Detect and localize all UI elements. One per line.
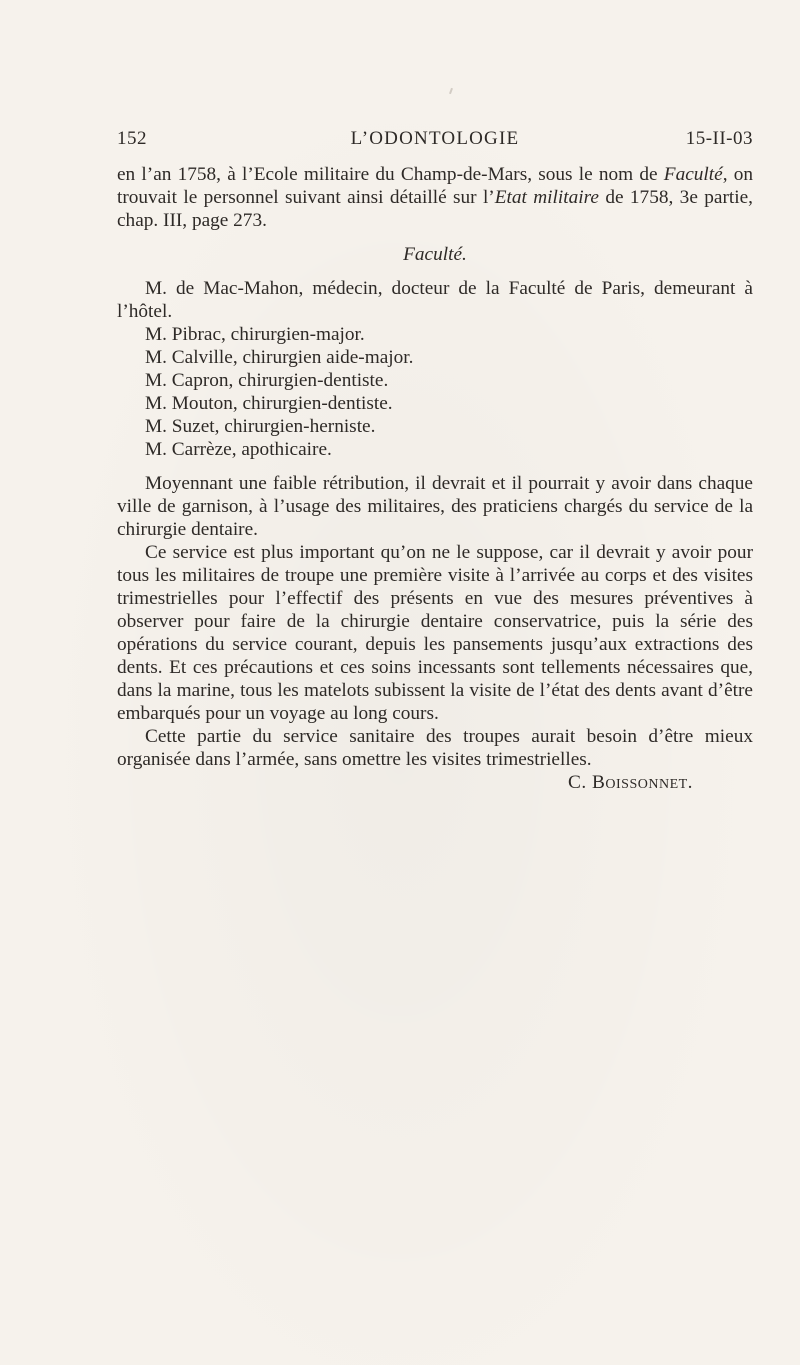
staff-item: M. Capron, chirurgien-dentiste.: [145, 370, 389, 391]
paragraph: Ce service est plus important qu’on ne le suppose, car il devrait y avoir pour tous les militaires de troupe une première visite à l’arrivée au corps et des visites trimestrielles pour l’effectif des présents en vue des mesures préventives à observer pour faire de la chirurgie dentaire conservatrice, puis la série des opérations du service courant, depuis les pansements jusqu’aux extractions des dents. Et ces précautions et ces soins incessants sont tellements nécessaires que, dans la marine, tous les matelots subissent la visite de l’état des dents avant d’être embarqués pour un voyage au long cours.: [117, 542, 753, 724]
staff-item: M. Carrèze, apothicaire.: [145, 439, 332, 460]
staff-item: M. Suzet, chirurgien-herniste.: [145, 416, 376, 437]
intro-text-3: de 1758, 3e partie, chap. III, page 273.: [117, 187, 753, 231]
intro-italic-faculte: Faculté: [663, 164, 723, 185]
issue-date: 15-II-03: [685, 128, 753, 149]
staff-item: M. Pibrac, chirurgien-major.: [145, 324, 365, 345]
running-header: [117, 128, 753, 156]
page-number: 152: [117, 128, 147, 149]
staff-first: M. de Mac-Mahon, médecin, docteur de la Faculté de Paris, demeurant à l’hôtel.: [117, 278, 753, 322]
staff-item: M. Mouton, chirurgien-dentiste.: [145, 393, 393, 414]
staff-item: M. Calville, chirurgien aide-major.: [145, 347, 414, 368]
section-title: Faculté.: [403, 244, 467, 265]
paragraph: Cette partie du service sanitaire des troupes aurait besoin d’être mieux organisée dans l’armée, sans omettre les visites trimestrielles.: [117, 726, 753, 770]
ink-speck: [449, 88, 453, 94]
intro-text-1: en l’an 1758, à l’Ecole militaire du Champ-de-Mars, sous le nom de: [117, 164, 664, 185]
author-signature: C. Boissonnet.: [568, 772, 693, 793]
intro-text-2: , on trouvait le personnel suivant ainsi détaillé sur l’: [117, 164, 754, 208]
body-text: [117, 163, 753, 794]
intro-paragraph: [117, 163, 753, 232]
journal-title: L’ODONTOLOGIE: [350, 128, 520, 149]
paragraph: Moyennant une faible rétribution, il devrait et il pourrait y avoir dans chaque ville de garnison, à l’usage des militaires, des praticiens chargés du service de la chirurgie dentaire.: [117, 473, 753, 540]
intro-italic-etat-militaire: Etat militaire: [494, 187, 599, 208]
